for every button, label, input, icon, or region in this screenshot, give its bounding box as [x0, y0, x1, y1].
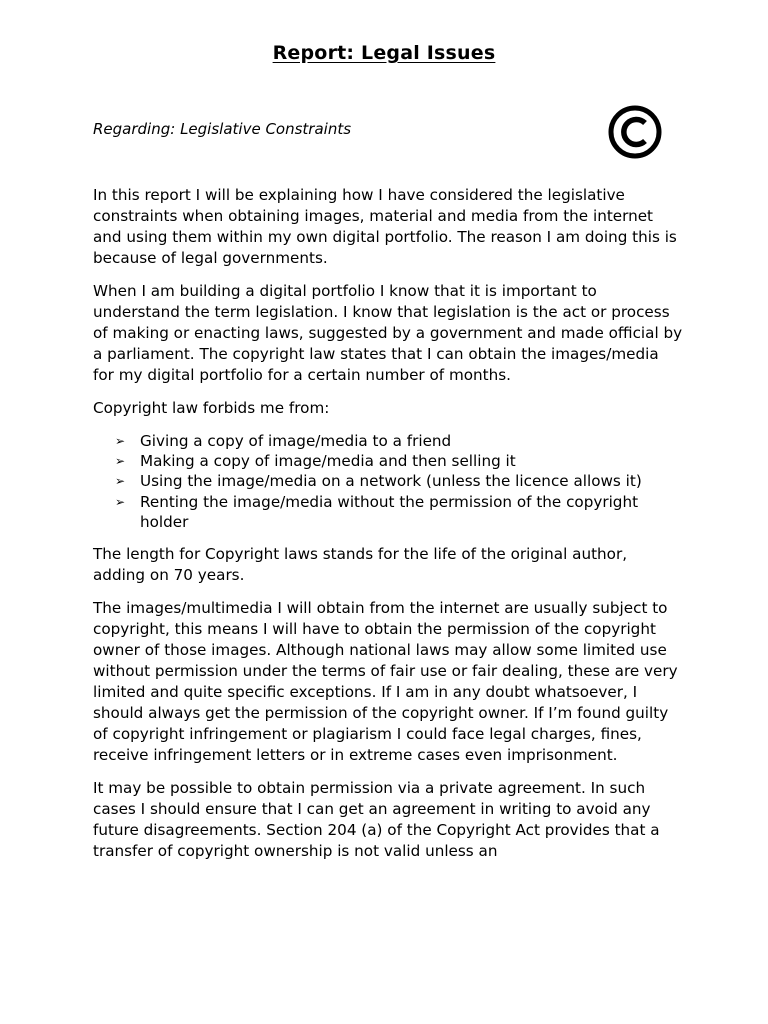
- paragraph-images: The images/multimedia I will obtain from the internet are usually subject to copyright, this means I will have to obtain the permission of the copyright owner of those images. Although national laws may allow some limited use without permission under the terms of fair use or fair dealing, these are very limited and quite specific exceptions. If I am in any doubt whatsoever, I should always get the permission of the copyright owner. If I’m found guilty of copyright infringement or plagiarism I could face legal charges, fines, receive infringement letters or in extreme cases even imprisonment.: [93, 599, 678, 764]
- list-item: [93, 451, 683, 471]
- document-body: [93, 185, 683, 874]
- arrow-bullet-icon: ➢: [115, 474, 126, 488]
- copyright-icon: [607, 104, 663, 160]
- arrow-bullet-icon: ➢: [115, 454, 126, 468]
- paragraph-length: The length for Copyright laws stands for the life of the original author, adding on 70 years.: [93, 545, 628, 584]
- page-title: Report: Legal Issues: [272, 42, 496, 64]
- list-item-text: Giving a copy of image/media to a friend: [140, 432, 452, 450]
- list-item: [93, 492, 683, 532]
- paragraph-forbids: Copyright law forbids me from:: [93, 399, 330, 417]
- list-item-text: Making a copy of image/media and then selling it: [140, 452, 516, 470]
- arrow-bullet-icon: ➢: [115, 434, 126, 448]
- paragraph-legislation: When I am building a digital portfolio I know that it is important to understand the term legislation. I know that legislation is the act or process of making or enacting laws, suggested by a government and made official by a parliament. The copyright law states that I can obtain the images/media for my digital portfolio for a certain number of months.: [93, 282, 683, 384]
- list-item: [93, 471, 683, 491]
- list-item: [93, 431, 683, 451]
- list-item-text: Renting the image/media without the permission of the copyright holder: [140, 493, 639, 531]
- arrow-bullet-icon: ➢: [115, 495, 126, 509]
- list-item-text: Using the image/media on a network (unless the licence allows it): [140, 472, 642, 490]
- paragraph-intro: In this report I will be explaining how I have considered the legislative constraints when obtaining images, material and media from the internet and using them within my own digital portfolio. The reason I am doing this is because of legal governments.: [93, 186, 677, 267]
- forbidden-list: [93, 431, 683, 532]
- paragraph-permission: It may be possible to obtain permission via a private agreement. In such cases I should ensure that I can get an agreement in writing to avoid any future disagreements. Section 204 (a) of the Copyright Act provides that a transfer of copyright ownership is not valid unless an: [93, 779, 660, 860]
- regarding-line: Regarding: Legislative Constraints: [93, 120, 352, 138]
